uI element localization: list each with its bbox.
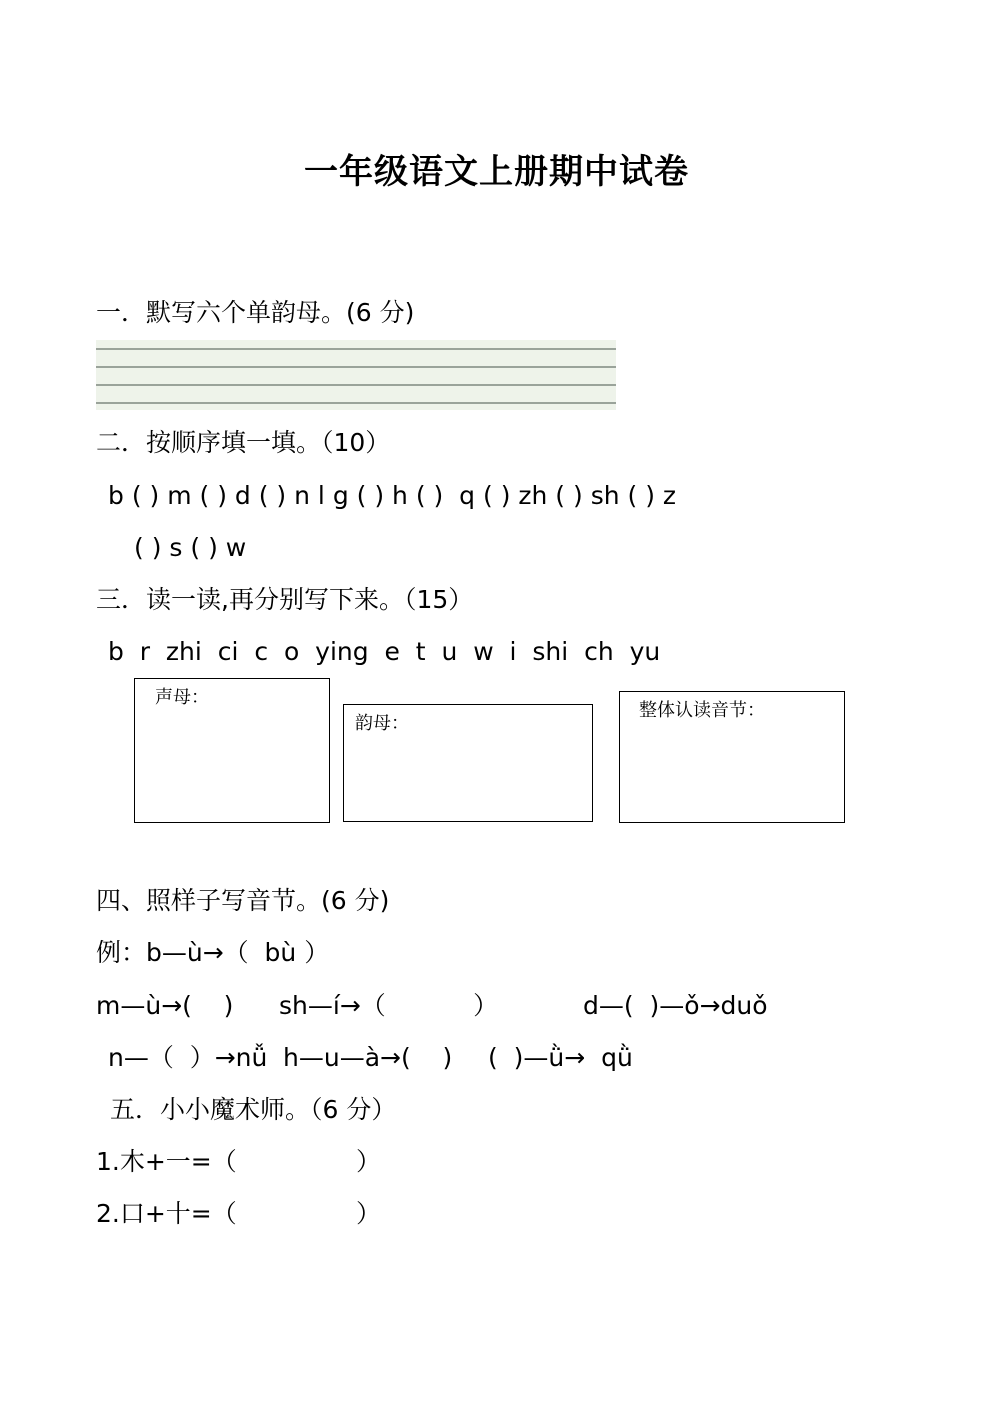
whole-syllables-answer-box[interactable] [619,691,845,823]
magic-question-1: 1.木+一=（ ） [96,1147,381,1176]
section4-heading: 四、照样子写音节。(6 分) [96,886,390,915]
page-title: 一年级语文上册期中试卷 [304,152,689,192]
finals-answer-box[interactable] [343,704,593,822]
writing-line [96,366,616,368]
alphabet-sequence-line-1: b ( ) m ( ) d ( ) n l g ( ) h ( ) q ( ) zh ( ) sh ( ) z [108,481,677,510]
example-line: 例：b—ù→（ bù ） [96,938,330,967]
question-3: d—( )—ǒ→duǒ [583,991,768,1020]
question-4: n—（ ）→nǚ [108,1043,268,1072]
question-1: m—ù→( ) [96,991,234,1020]
section5-heading: 五．小小魔术师。（6 分） [110,1095,397,1124]
magic-question-2: 2.口+十=（ ） [96,1199,381,1228]
writing-line [96,402,616,404]
alphabet-sequence-line-2: ( ) s ( ) w [134,533,247,562]
section1-heading: 一．默写六个单韵母。(6 分) [96,298,415,327]
writing-line [96,348,616,350]
whole-syllables-box-label: 整体认读音节： [639,700,765,721]
writing-line [96,384,616,386]
question-2: sh—í→（ ） [279,991,499,1020]
syllable-list: b r zhi ci c o ying e t u w i shi ch yu [108,637,661,666]
question-6: ( )—ǜ→ qǜ [488,1043,633,1072]
question-5: h—u—à→( ) [283,1043,453,1072]
section3-heading: 三．读一读,再分别写下来。（15） [96,585,474,614]
section2-heading: 二．按顺序填一填。（10） [96,428,391,457]
writing-lines[interactable] [96,340,616,410]
initials-box-label: 声母： [155,687,209,708]
finals-box-label: 韵母： [355,713,409,734]
initials-answer-box[interactable] [134,678,330,823]
